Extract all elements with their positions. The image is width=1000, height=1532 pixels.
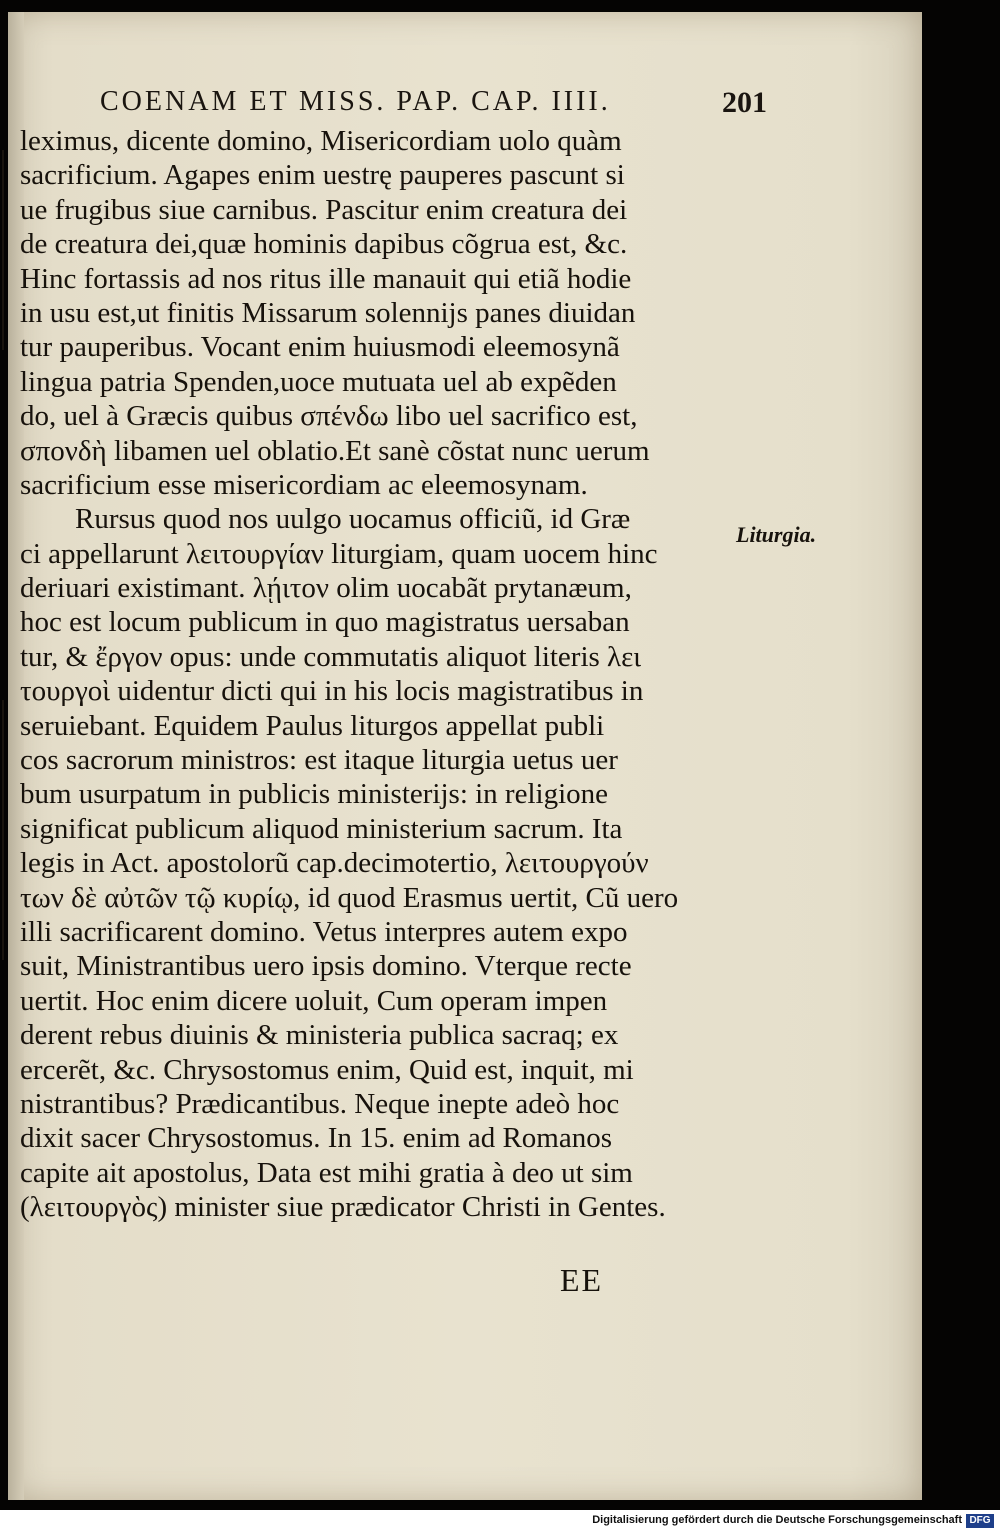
text-line: ue frugibus siue carnibus. Pascitur enim creatura dei [20, 193, 628, 226]
paragraph-start-line: Rursus quod nos uulgo uocamus officiũ, id Græ [75, 503, 631, 536]
text-line: ercerẽt, &c. Chrysostomus enim, Quid est, inquit, mi [20, 1053, 634, 1086]
text-line: significat publicum aliquod ministerium sacrum. Ita [20, 812, 623, 845]
text-line: deriuari existimant. λῄιτον olim uocabãt prytanæum, [20, 572, 632, 605]
page-number: 201 [722, 86, 767, 119]
text-line: do, uel à Græcis quibus σπένδω libo uel sacrifico est, [20, 400, 638, 433]
text-line: sacrificium esse misericordiam ac eleemosynam. [20, 468, 588, 501]
text-line: tur, & ἔργον opus: unde commutatis aliquot literis λει [20, 640, 642, 673]
text-line: de creatura dei,quæ hominis dapibus cõgrua est, &c. [20, 228, 628, 261]
catchword: EE [560, 1262, 604, 1298]
text-line: in usu est,ut finitis Missarum solennijs panes diuidan [20, 296, 636, 329]
gutter-shadow-mark [2, 700, 4, 960]
text-line: (λειτουργὸς) minister siue prædicator Christi in Gentes. [20, 1191, 666, 1224]
text-line: bum usurpatum in publicis ministerijs: in religione [20, 778, 609, 811]
text-line: των δὲ αὐτῶν τῷ κυρίῳ, id quod Erasmus uertit, Cũ uero [20, 881, 679, 914]
text-line: τουργοὶ uidentur dicti qui in his locis magistratibus in [20, 675, 644, 708]
text-line: lingua patria Spenden,uoce mutuata uel ab expẽden [20, 365, 617, 398]
text-line: seruiebant. Equidem Paulus liturgos appellat publi [20, 709, 605, 742]
text-line: derent rebus diuinis & ministeria publica sacraq; ex [20, 1019, 619, 1052]
text-line: suit, Ministrantibus uero ipsis domino. Vterque recte [20, 950, 632, 983]
text-line: sacrificium. Agapes enim uestrę pauperes pascunt si [20, 159, 625, 192]
body-text [20, 124, 740, 1225]
text-line: nistrantibus? Prædicantibus. Neque inepte adeò hoc [20, 1087, 620, 1120]
text-line: σπονδὴ libamen uel oblatio.Et sanè cõstat nunc uerum [20, 434, 650, 467]
text-line: capite ait apostolus, Data est mihi gratia à deo ut sim [20, 1156, 633, 1189]
footer-bar [0, 1510, 1000, 1532]
text-line: cos sacrorum ministros: est itaque liturgia uetus uer [20, 744, 618, 777]
footer-credit: Digitalisierung gefördert durch die Deutsche Forschungsgemeinschaft [592, 1514, 962, 1526]
marginal-note: Liturgia. [736, 522, 817, 547]
text-line: uertit. Hoc enim dicere uoluit, Cum operam impen [20, 984, 608, 1017]
text-line: dixit sacer Chrysostomus. In 15. enim ad Romanos [20, 1122, 613, 1155]
dfg-logo-icon: DFG [966, 1514, 994, 1528]
text-line: leximus, dicente domino, Misericordiam uolo quàm [20, 125, 622, 157]
text-line: tur pauperibus. Vocant enim huiusmodi eleemosynã [20, 331, 620, 364]
text-line: Hinc fortassis ad nos ritus ille manauit qui etiã hodie [20, 262, 632, 295]
running-title: COENAM ET MISS. PAP. CAP. IIII. [100, 86, 611, 117]
gutter-shadow-mark [2, 150, 4, 350]
text-line: illi sacrificarent domino. Vetus interpres autem expo [20, 915, 628, 948]
text-line: ci appellarunt λειτουργίαν liturgiam, quam uocem hinc [20, 537, 658, 570]
text-line: legis in Act. apostolorũ cap.decimotertio, λειτουργούν [20, 847, 649, 880]
text-line: hoc est locum publicum in quo magistratus uersaban [20, 606, 630, 639]
